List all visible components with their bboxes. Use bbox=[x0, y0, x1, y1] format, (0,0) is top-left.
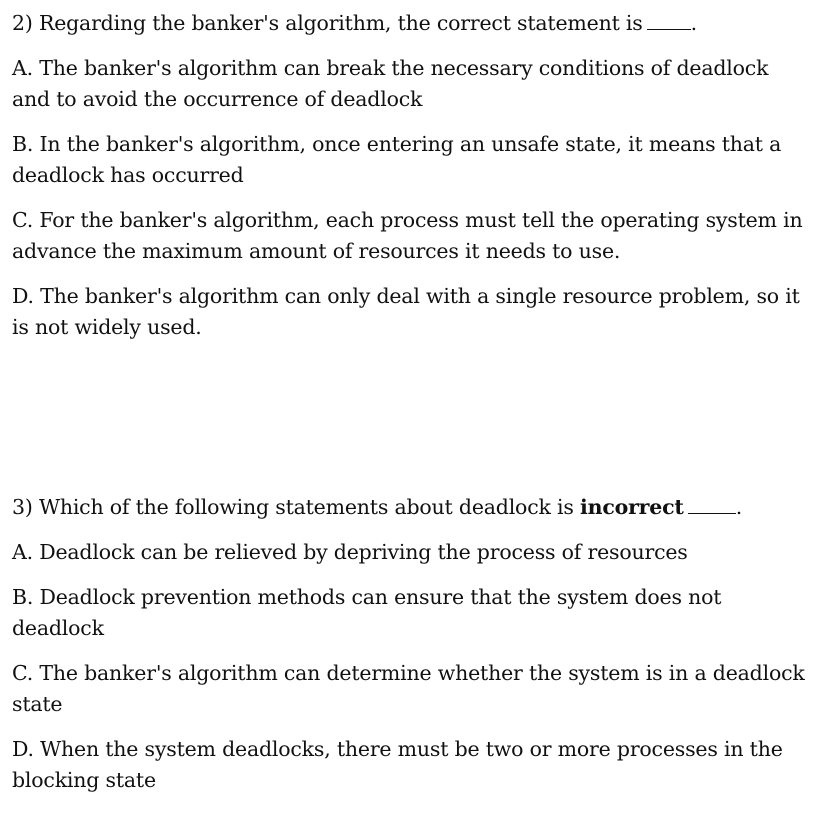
question-3-stem-end: . bbox=[735, 495, 743, 519]
document-page bbox=[12, 8, 807, 810]
question-3-stem bbox=[12, 492, 807, 523]
question-3-option-d: D. When the system deadlocks, there must be two or more processes in the blocking state bbox=[12, 737, 783, 792]
answer-blank bbox=[688, 495, 736, 514]
question-2-option-c: C. For the banker's algorithm, each process must tell the operating system in advance the maximum amount of resources it needs to use. bbox=[12, 208, 803, 263]
question-3 bbox=[12, 492, 807, 796]
question-3-stem-text: 3) Which of the following statements about deadlock is bbox=[12, 495, 574, 519]
question-3-option-a: A. Deadlock can be relieved by depriving the process of resources bbox=[12, 540, 688, 564]
answer-blank bbox=[647, 11, 691, 30]
question-2-stem-end: . bbox=[690, 11, 697, 35]
question-3-option-b: B. Deadlock prevention methods can ensure that the system does not deadlock bbox=[12, 585, 722, 640]
question-3-option-c: C. The banker's algorithm can determine whether the system is in a deadlock state bbox=[12, 661, 805, 716]
question-2-stem bbox=[12, 8, 807, 39]
question-2 bbox=[12, 8, 807, 343]
question-2-option-d: D. The banker's algorithm can only deal with a single resource problem, so it is not widely used. bbox=[12, 284, 800, 339]
question-2-option-b: B. In the banker's algorithm, once entering an unsafe state, it means that a deadlock has occurred bbox=[12, 132, 782, 187]
question-3-stem-emphasis: incorrect bbox=[580, 495, 684, 519]
question-spacer bbox=[12, 357, 807, 492]
question-2-stem-text: 2) Regarding the banker's algorithm, the correct statement is bbox=[12, 11, 643, 35]
question-2-option-a: A. The banker's algorithm can break the necessary conditions of deadlock and to avoid the occurrence of deadlock bbox=[12, 56, 769, 111]
